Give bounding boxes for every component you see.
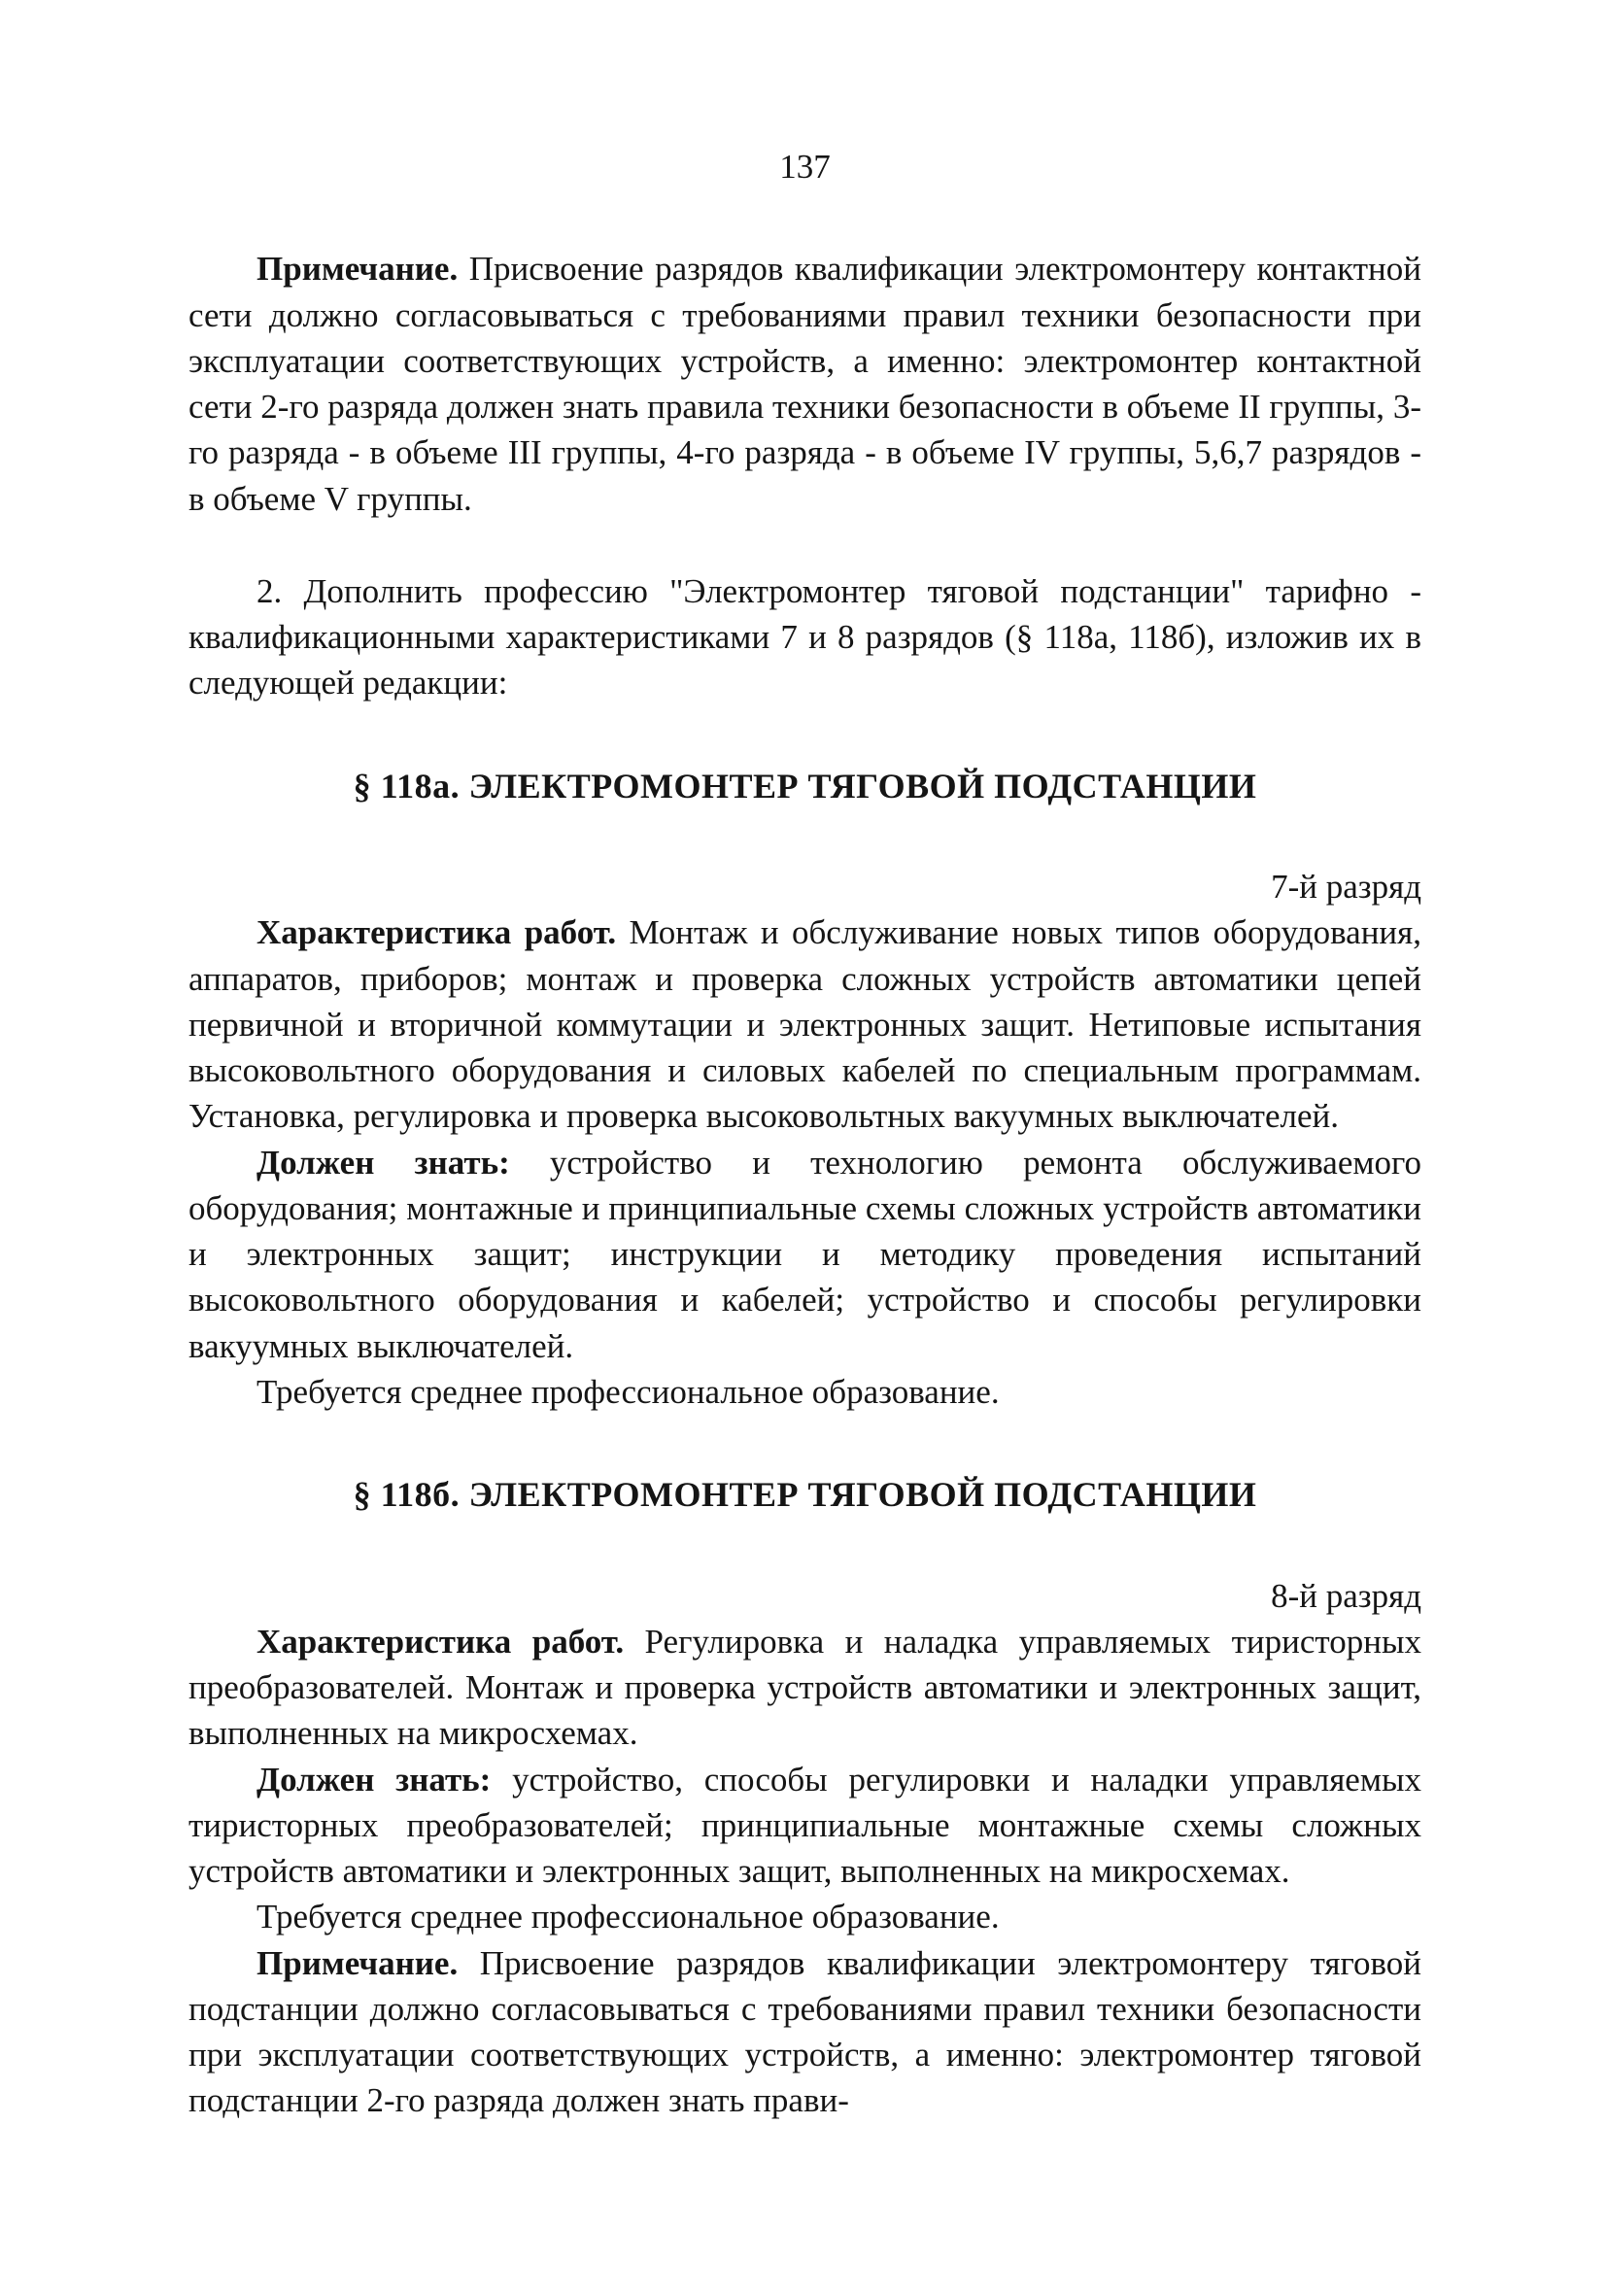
section-118a-heading: § 118а. ЭЛЕКТРОМОНТЕР ТЯГОВОЙ ПОДСТАНЦИИ <box>353 766 1257 805</box>
must-know-118b-text: устройство, способы регулировки и наладки управляемых тиристорных преобразователей; принципиальные монтажные схемы сложных устройств автоматики и электронных защит, выполненных на микросхемах. <box>188 1760 1421 1891</box>
characteristics-118b-label: Характеристика работ. <box>256 1622 625 1661</box>
characteristics-118b-text: Регулировка и наладка управляемых тиристорных преобразователей. Монтаж и проверка устройств автоматики и электронных защит, выполненных на микросхемах. <box>188 1622 1421 1753</box>
characteristics-118a-label: Характеристика работ. <box>256 913 617 952</box>
characteristics-paragraph-118a <box>188 909 1421 1139</box>
note1-label: Примечание. <box>256 250 459 289</box>
note2-text: Присвоение разрядов квалификации электромонтеру тяговой подстанции должно согласовываться с требованиями правил техники безопасности при эксплуатации соответствующих устройств, а именно: электромонтер тяговой подстанции 2-го разряда должен знать прави- <box>188 1943 1421 2120</box>
grade-7-label: 7-й разряд <box>1271 868 1421 907</box>
amendment-text: 2. Дополнить профессию "Электромонтер тяговой подстанции" тарифно - квалификационными характеристиками 7 и 8 разрядов (§ 118а, 118б), изложив их в следующей редакции: <box>188 571 1421 703</box>
education-paragraph-118a <box>188 1369 1421 1415</box>
page-number: 137 <box>779 148 831 186</box>
must-know-118b-label: Должен знать: <box>256 1760 492 1799</box>
education-118b-text: Требуется среднее профессиональное образование. <box>256 1898 1000 1936</box>
note-paragraph-contact-network <box>188 246 1421 522</box>
grade-8-label: 8-й разряд <box>1271 1576 1421 1615</box>
note1-text: Присвоение разрядов квалификации электромонтеру контактной сети должно согласовываться с требованиями правил техники безопасности при эксплуатации соответствующих устройств, а именно: электромонтер контактной сети 2-го разряда должен знать правила техники безопасности в объеме II группы, 3-го разряда - в объеме III группы, 4-го разряда - в объеме IV группы, 5,6,7 разрядов - в объеме V группы. <box>188 250 1421 518</box>
education-paragraph-118b <box>188 1894 1421 1939</box>
characteristics-118a-text: Монтаж и обслуживание новых типов оборудования, аппаратов, приборов; монтаж и проверка сложных устройств автоматики цепей первичной и вторичной коммутации и электронных защит. Нетиповые испытания высоковольтного оборудования и силовых кабелей по специальным программам. Установка, регулировка и проверка высоковольтных вакуумных выключателей. <box>188 913 1421 1136</box>
must-know-118a-label: Должен знать: <box>256 1143 510 1182</box>
note-paragraph-traction-substation <box>188 1940 1421 2124</box>
must-know-paragraph-118a <box>188 1140 1421 1369</box>
amendment-paragraph <box>188 568 1421 706</box>
must-know-paragraph-118b <box>188 1757 1421 1895</box>
section-118b-heading: § 118б. ЭЛЕКТРОМОНТЕР ТЯГОВОЙ ПОДСТАНЦИИ <box>353 1475 1257 1515</box>
must-know-118a-text: устройство и технологию ремонта обслуживаемого оборудования; монтажные и принципиальные схемы сложных устройств автоматики и электронных защит; инструкции и методику проведения испытаний высоковольтного оборудования и кабелей; устройство и способы регулировки вакуумных выключателей. <box>188 1143 1421 1365</box>
characteristics-paragraph-118b <box>188 1619 1421 1757</box>
education-118a-text: Требуется среднее профессиональное образование. <box>256 1372 1000 1411</box>
note2-label: Примечание. <box>256 1943 459 1982</box>
